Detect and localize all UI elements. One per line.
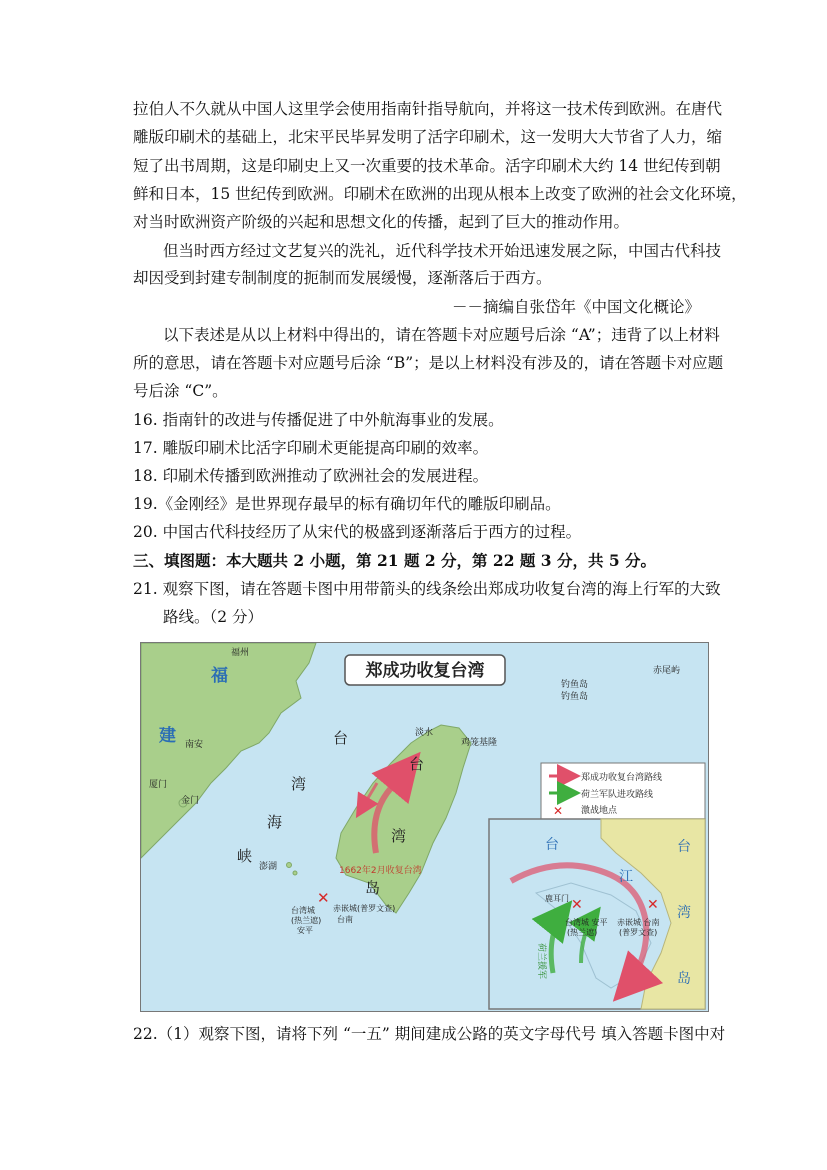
legend-route: 郑成功收复台湾路线 xyxy=(581,773,663,783)
province-fu: 福 xyxy=(211,666,228,686)
strait-label: 台 xyxy=(333,729,349,747)
route-note: 1662年2月收复台湾 xyxy=(339,866,422,876)
statement-16: 16. 指南针的改进与传播促进了中外航海事业的发展。 xyxy=(133,411,504,429)
inset-chikancheng: 赤嵌城 台南 xyxy=(617,918,660,927)
passage-line: 却因受到封建专制制度的扼制而发展缓慢，逐渐落后于西方。 xyxy=(133,269,552,287)
passage-line: 对当时欧洲资产阶级的兴起和思想文化的传播，起到了巨大的推动作用。 xyxy=(133,213,630,231)
place-nanan: 南安 xyxy=(185,740,204,750)
province-jian: 建 xyxy=(159,726,176,746)
passage-line: 鲜和日本，15 世纪传到欧洲。印刷术在欧洲的出现从根本上改变了欧洲的社会文化环境， xyxy=(133,185,747,203)
passage-line: 拉伯人不久就从中国人这里学会使用指南针指导航向，并将这一技术传到欧洲。在唐代 xyxy=(133,100,723,118)
legend-dutch: 荷兰军队进攻路线 xyxy=(581,790,654,800)
inset-taiwancheng: 台湾城 安平 xyxy=(565,918,608,927)
strait-label: 峡 xyxy=(237,847,253,865)
place-fuzhou: 福州 xyxy=(231,648,250,658)
map-figure xyxy=(140,642,709,1012)
inset-label: 台 xyxy=(677,839,691,855)
penghu-islet xyxy=(293,871,297,875)
statement-18: 18. 印刷术传播到欧洲推动了欧洲社会的发展进程。 xyxy=(133,467,489,485)
place-penghu: 澎湖 xyxy=(259,862,278,872)
battle-mark-icon: ✕ xyxy=(647,897,659,913)
map-title: 郑成功收复台湾 xyxy=(365,661,485,681)
inset-label: 台 xyxy=(545,837,559,853)
inset-label: 江 xyxy=(619,869,633,885)
question-22: 22.（1）观察下图，请将下列 “一五” 期间建成公路的英文字母代号 填入答题卡图中对 xyxy=(133,1025,726,1043)
question-21-cont: 路线。（2 分） xyxy=(163,608,264,626)
legend-battle: 激战地点 xyxy=(581,806,618,816)
place-tainan: 台南 xyxy=(337,915,353,924)
place-relanzhe: (热兰遮) xyxy=(291,916,322,925)
question-21: 21. 观察下图，请在答题卡图中用带箭头的线条绘出郑成功收复台湾的海上行军的大致 xyxy=(133,580,721,598)
battle-mark-icon: ✕ xyxy=(317,889,330,907)
battle-mark-icon: ✕ xyxy=(571,897,583,913)
island-label: 湾 xyxy=(391,827,407,845)
penghu-islet xyxy=(287,863,292,868)
place-taiwancheng: 台湾城 xyxy=(291,906,315,915)
strait-label: 湾 xyxy=(291,775,307,793)
place-danshui: 淡水 xyxy=(415,728,434,738)
place-jilong: 鸡笼基隆 xyxy=(461,738,498,748)
passage-line: 短了出书周期，这是印刷史上又一次重要的技术革命。活字印刷术大约 14 世纪传到朝 xyxy=(133,157,721,175)
statement-17: 17. 雕版印刷术比活字印刷术更能提高印刷的效率。 xyxy=(133,439,489,457)
passage-line: 但当时西方经过文艺复兴的洗礼，近代科学技术开始迅速发展之际，中国古代科技 xyxy=(163,242,722,260)
inset-relanzhe: (热兰遮) xyxy=(567,928,598,937)
source-citation: －－摘编自张岱年《中国文化概论》 xyxy=(452,298,701,316)
instruction-line: 号后涂 “C”。 xyxy=(133,382,228,400)
inset-label: 岛 xyxy=(677,971,691,987)
passage-line: 雕版印刷术的基础上，北宋平民毕昇发明了活字印刷术，这一发明大大节省了人力，缩 xyxy=(133,128,723,146)
inset-map xyxy=(489,819,705,1009)
inset-dutch-aid: 荷兰援军 xyxy=(536,943,546,980)
section-heading: 三、填图题：本大题共 2 小题，第 21 题 2 分，第 22 题 3 分，共 5 分。 xyxy=(133,551,657,570)
place-anping: 安平 xyxy=(297,926,313,935)
place-jinmen: 金门 xyxy=(181,796,200,806)
island-label: 台 xyxy=(409,755,425,773)
place-xiamen: 厦门 xyxy=(149,780,168,790)
place-chiwei: 赤尾屿 xyxy=(653,666,681,676)
inset-luermen: 鹿耳门 xyxy=(545,894,569,903)
strait-label: 海 xyxy=(267,813,283,831)
instruction-line: 以下表述是从以上材料中得出的，请在答题卡对应题号后涂 “A”；违背了以上材料 xyxy=(163,326,720,344)
statement-20: 20. 中国古代科技经历了从宋代的极盛到逐渐落后于西方的过程。 xyxy=(133,523,582,541)
inset-puluowencha: (普罗文查) xyxy=(619,928,658,937)
legend-battle-icon: ✕ xyxy=(553,804,564,818)
instruction-line: 所的意思，请在答题卡对应题号后涂 “B”；是以上材料没有涉及的，请在答题卡对应题 xyxy=(133,354,724,372)
place-diaoyudao: 钓鱼岛 xyxy=(561,692,589,702)
place-diaoyu: 钓鱼岛 xyxy=(561,680,589,690)
place-chikancheng: 赤嵌城(普罗文查) xyxy=(333,904,396,913)
inset-label: 湾 xyxy=(677,905,691,921)
statement-19: 19.《金刚经》是世界现存最早的标有确切年代的雕版印刷品。 xyxy=(133,495,561,513)
island-label: 岛 xyxy=(365,879,381,897)
